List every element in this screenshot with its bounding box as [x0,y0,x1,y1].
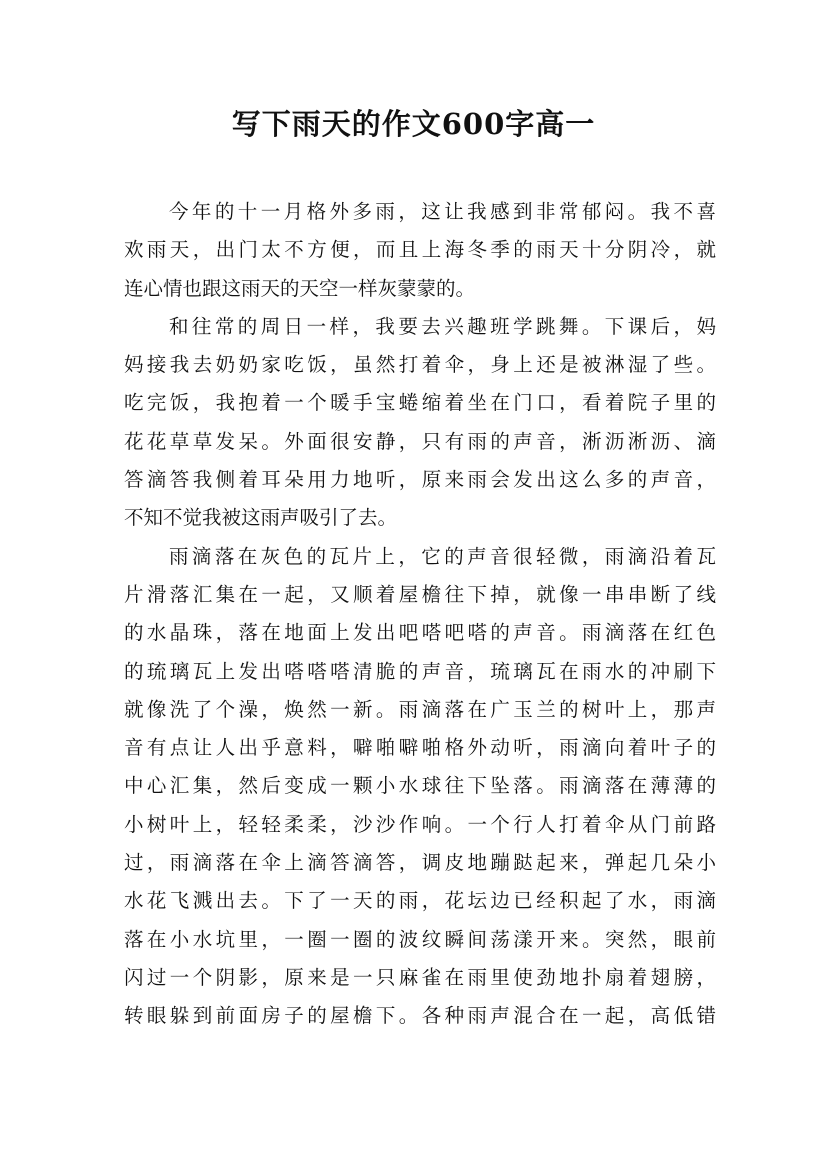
text-line: 闪过一个阴影，原来是一只麻雀在雨里使劲地扑扇着翅膀， [124,965,716,989]
text-line: 音有点让人出乎意料，噼啪噼啪格外动听，雨滴向着叶子的 [124,736,716,760]
text-line: 小树叶上，轻轻柔柔，沙沙作响。一个行人打着伞从门前路 [124,812,716,836]
text-line: 落在小水坑里，一圈一圈的波纹瞬间荡漾开来。突然，眼前 [124,927,716,951]
text-line: 中心汇集，然后变成一颗小水球往下坠落。雨滴落在薄薄的 [124,774,716,798]
text-line: 欢雨天，出门太不方便，而且上海冬季的雨天十分阴冷，就 [124,238,716,262]
text-line: 不知不觉我被这雨声吸引了去。 [124,506,398,530]
document-title: 写下雨天的作文600字高一 [231,107,596,141]
text-line: 答滴答我侧着耳朵用力地听，原来雨会发出这么多的声音， [124,468,716,492]
text-line: 花花草草发呆。外面很安静，只有雨的声音，淅沥淅沥、滴 [124,429,716,453]
text-line: 的水晶珠，落在地面上发出吧嗒吧嗒的声音。雨滴落在红色 [124,621,716,645]
text-line: 妈接我去奶奶家吃饭，虽然打着伞，身上还是被淋湿了些。 [124,353,716,377]
text-line: 水花飞溅出去。下了一天的雨，花坛边已经积起了水，雨滴 [124,889,716,913]
text-line: 过，雨滴落在伞上滴答滴答，调皮地蹦跶起来，弹起几朵小 [124,851,716,875]
text-line: 雨滴落在灰色的瓦片上，它的声音很轻微，雨滴沿着瓦 [169,544,716,568]
text-line: 和往常的周日一样，我要去兴趣班学跳舞。下课后，妈 [169,314,716,338]
text-line: 连心情也跟这雨天的天空一样灰蒙蒙的。 [124,276,476,300]
text-line: 就像洗了个澡，焕然一新。雨滴落在广玉兰的树叶上，那声 [124,697,716,721]
text-line: 吃完饭，我抱着一个暖手宝蜷缩着坐在门口，看着院子里的 [124,391,716,415]
text-line: 转眼躲到前面房子的屋檐下。各种雨声混合在一起，高低错 [124,1004,716,1028]
text-line: 的琉璃瓦上发出嗒嗒嗒清脆的声音，琉璃瓦在雨水的冲刷下 [124,659,716,683]
document-body [124,193,716,1036]
text-line: 今年的十一月格外多雨，这让我感到非常郁闷。我不喜 [169,200,716,223]
text-line: 片滑落汇集在一起，又顺着屋檐往下掉，就像一串串断了线 [124,582,716,606]
